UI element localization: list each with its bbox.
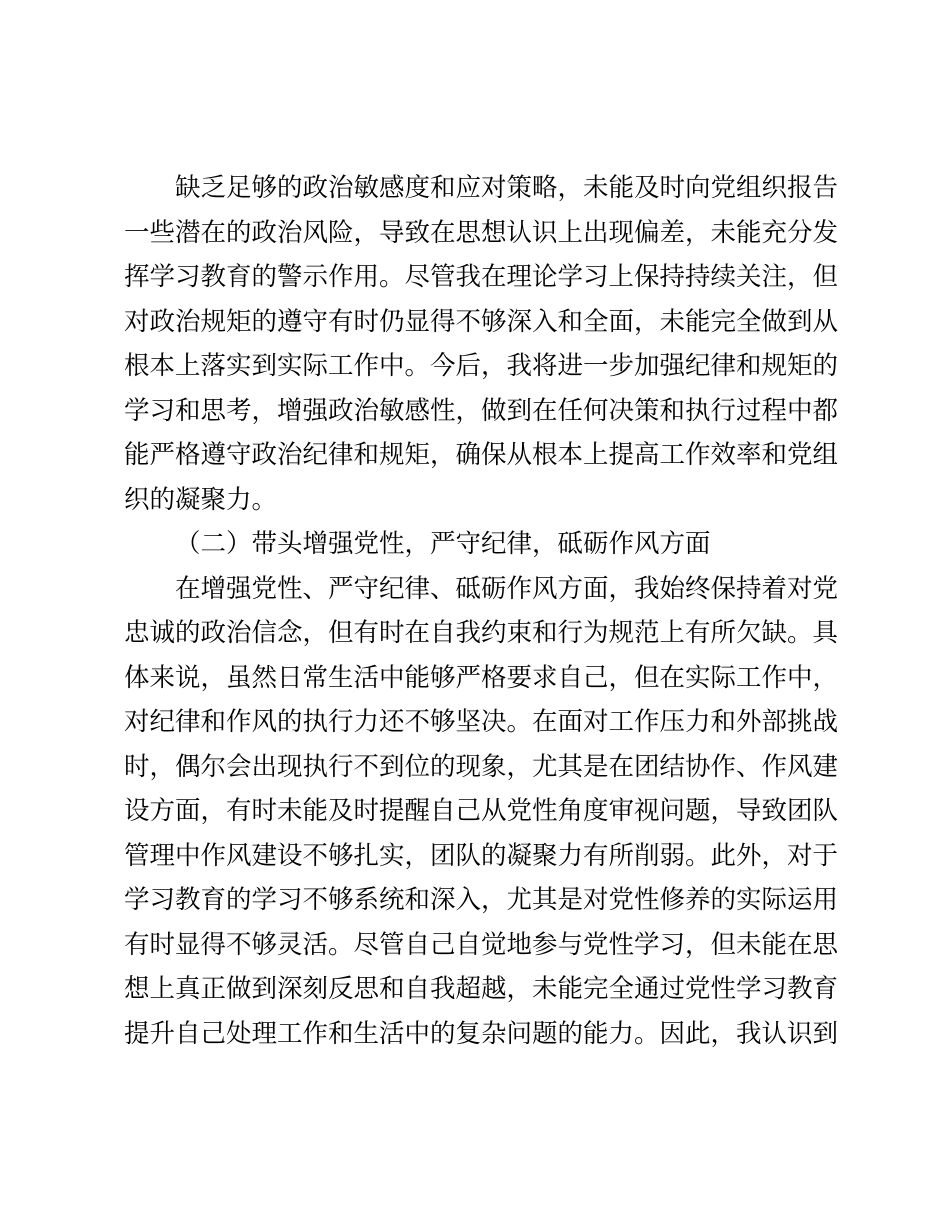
paragraph1-line-2: 一些潜在的政治风险，导致在思想认识上出现偏差，未能充分发 [124,218,839,248]
paragraph2-line-4: 对纪律和作风的执行力还不够坚决。在面对工作压力和外部挑战 [124,707,839,737]
paragraph1-line-4: 对政治规矩的遵守有时仍显得不够深入和全面，未能完全做到从 [124,307,839,337]
paragraph2-line-8: 学习教育的学习不够系统和深入，尤其是对党性修养的实际运用 [124,885,839,915]
paragraph1-line-6: 学习和思考，增强政治敏感性，做到在任何决策和执行过程中都 [124,396,839,426]
paragraph2-line-11: 提升自己处理工作和生活中的复杂问题的能力。因此，我认识到 [124,1019,839,1049]
paragraph2-line-5: 时，偶尔会出现执行不到位的现象，尤其是在团结协作、作风建 [124,752,839,782]
paragraph2-line-1: 在增强党性、严守纪律、砥砺作风方面，我始终保持着对党 [175,574,839,604]
section-heading: （二）带头增强党性，严守纪律，砥砺作风方面 [175,529,711,559]
paragraph2-line-2: 忠诚的政治信念，但有时在自我约束和行为规范上有所欠缺。具 [124,618,839,648]
paragraph1-line-7: 能严格遵守政治纪律和规矩，确保从根本上提高工作效率和党组 [124,440,839,470]
paragraph1-line-5: 根本上落实到实际工作中。今后，我将进一步加强纪律和规矩的 [124,351,839,381]
paragraph2-line-6: 设方面，有时未能及时提醒自己从党性角度审视问题，导致团队 [124,796,839,826]
paragraph2-line-7: 管理中作风建设不够扎实，团队的凝聚力有所削弱。此外，对于 [124,841,839,871]
paragraph1-line-1: 缺乏足够的政治敏感度和应对策略，未能及时向党组织报告 [175,173,839,203]
paragraph1-line-8: 织的凝聚力。 [124,485,278,515]
paragraph2-line-3: 体来说，虽然日常生活中能够严格要求自己，但在实际工作中， [124,663,839,693]
paragraph1-line-3: 挥学习教育的警示作用。尽管我在理论学习上保持持续关注，但 [124,262,839,292]
paragraph2-line-9: 有时显得不够灵活。尽管自己自觉地参与党性学习，但未能在思 [124,930,839,960]
paragraph2-line-10: 想上真正做到深刻反思和自我超越，未能完全通过党性学习教育 [124,974,839,1004]
